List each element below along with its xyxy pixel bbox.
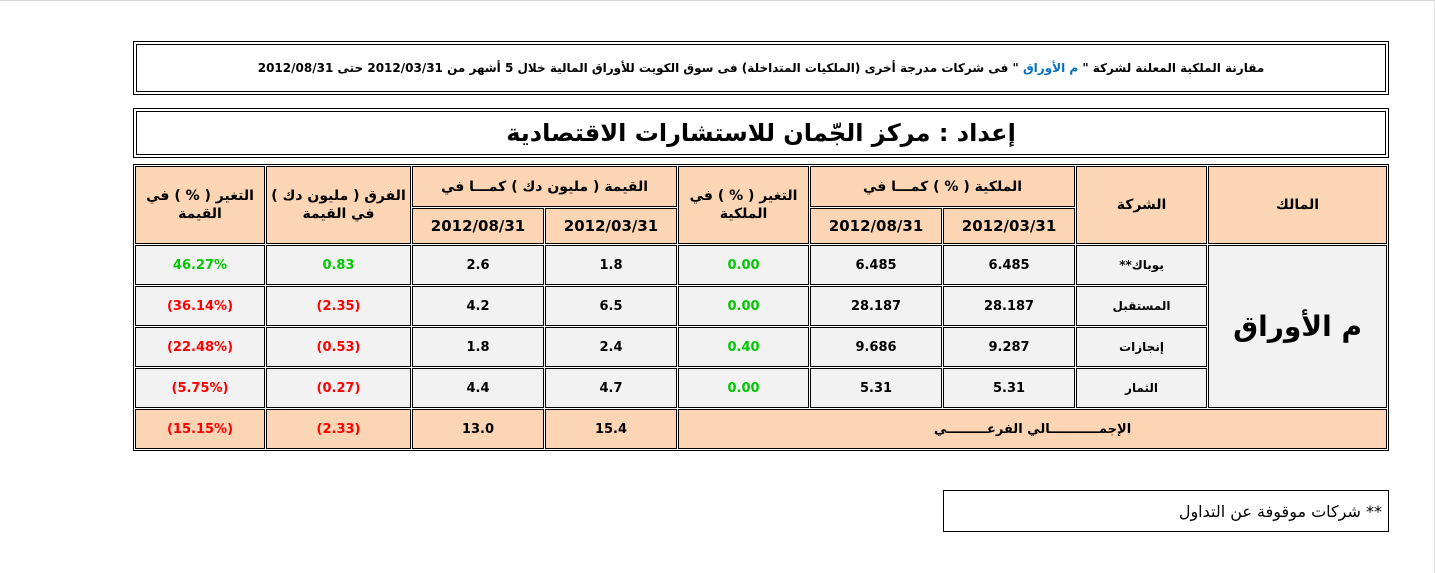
- header-ownership-change-line2: الملكية: [719, 206, 768, 222]
- cell-value-change: (36.14%): [135, 286, 265, 326]
- cell-ownership-2012-08-31: 6.485: [810, 245, 942, 285]
- cell-ownership-change: 0.00: [678, 245, 809, 285]
- header-value-difference-line1: الفرق ( مليون دك ): [271, 188, 406, 204]
- subtotal-row: [135, 409, 1387, 449]
- header-ownership-change-line1: التغير ( % ) في: [689, 188, 798, 204]
- subtotal-value-2012-03-31: 15.4: [545, 409, 677, 449]
- cell-value-2012-08-31: 4.2: [412, 286, 544, 326]
- header-value-change-line1: التغير ( % ) في: [146, 188, 254, 204]
- report-title-company: م الأوراق: [1022, 61, 1079, 75]
- cell-value-2012-03-31: 1.8: [545, 245, 677, 285]
- subtotal-label: الإجمـــــــــــالي الفرعـــــــــي: [678, 409, 1387, 449]
- cell-value-2012-08-31: 1.8: [412, 327, 544, 367]
- cell-value-difference: (2.35): [266, 286, 411, 326]
- cell-value-difference: (0.53): [266, 327, 411, 367]
- header-value-change-line2: القيمة: [178, 206, 222, 222]
- header-value-change: [135, 166, 265, 244]
- footnote-box: [943, 490, 1389, 532]
- cell-value-difference: 0.83: [266, 245, 411, 285]
- header-ownership-as-of: الملكية ( % ) كمـــا في: [810, 166, 1075, 207]
- subtotal-value-change: (15.15%): [135, 409, 265, 449]
- cell-company: المستقبل: [1076, 286, 1207, 326]
- report-title: [136, 44, 1386, 92]
- header-value-difference-line2: في القيمة: [302, 206, 375, 222]
- cell-ownership-change: 0.00: [678, 286, 809, 326]
- cell-value-change: (5.75%): [135, 368, 265, 408]
- table-row: [135, 368, 1387, 408]
- prepared-by-box: [133, 108, 1389, 158]
- report-title-suffix: " فى شركات مدرجة أخرى (الملكيات المتداخلة) فى سوق الكويت للأوراق المالية خلال 5 أشهر من 2012/03/31 حتى 2012/08/31: [257, 61, 1019, 75]
- cell-value-2012-03-31: 4.7: [545, 368, 677, 408]
- ownership-comparison-table: [133, 164, 1389, 451]
- cell-company: الثمار: [1076, 368, 1207, 408]
- cell-value-2012-03-31: 6.5: [545, 286, 677, 326]
- cell-value-2012-08-31: 2.6: [412, 245, 544, 285]
- table-row: [135, 286, 1387, 326]
- cell-value-2012-08-31: 4.4: [412, 368, 544, 408]
- cell-ownership-2012-03-31: 28.187: [943, 286, 1075, 326]
- header-ownership-date-1: 2012/03/31: [943, 208, 1075, 244]
- cell-ownership-2012-08-31: 28.187: [810, 286, 942, 326]
- cell-value-difference: (0.27): [266, 368, 411, 408]
- cell-owner: م الأوراق: [1208, 245, 1387, 408]
- cell-ownership-2012-03-31: 6.485: [943, 245, 1075, 285]
- report-title-text: [258, 61, 1265, 75]
- header-value-difference: [266, 166, 411, 244]
- report-title-box: [133, 41, 1389, 95]
- header-owner: المالك: [1208, 166, 1387, 244]
- cell-ownership-2012-08-31: 9.686: [810, 327, 942, 367]
- cell-ownership-2012-03-31: 5.31: [943, 368, 1075, 408]
- report-title-prefix: مقارنة الملكية المعلنة لشركة ": [1082, 61, 1265, 75]
- header-company: الشركة: [1076, 166, 1207, 244]
- table-row: [135, 245, 1387, 285]
- header-row: [135, 166, 1387, 207]
- header-ownership-date-2: 2012/08/31: [810, 208, 942, 244]
- subtotal-value-difference: (2.33): [266, 409, 411, 449]
- subtotal-value-2012-08-31: 13.0: [412, 409, 544, 449]
- cell-company: إنجازات: [1076, 327, 1207, 367]
- cell-ownership-change: 0.40: [678, 327, 809, 367]
- header-value-date-1: 2012/03/31: [545, 208, 677, 244]
- cell-ownership-2012-03-31: 9.287: [943, 327, 1075, 367]
- header-value-date-2: 2012/08/31: [412, 208, 544, 244]
- table-row: [135, 327, 1387, 367]
- cell-ownership-2012-08-31: 5.31: [810, 368, 942, 408]
- cell-company: يوباك**: [1076, 245, 1207, 285]
- header-ownership-change: [678, 166, 809, 244]
- footnote-text: ** شركات موقوفة عن التداول: [1178, 501, 1382, 521]
- header-value-as-of: القيمة ( مليون دك ) كمـــا في: [412, 166, 677, 207]
- cell-ownership-change: 0.00: [678, 368, 809, 408]
- prepared-by-text: إعداد : مركز الجّمان للاستشارات الاقتصادية: [136, 111, 1386, 155]
- cell-value-change: (22.48%): [135, 327, 265, 367]
- cell-value-2012-03-31: 2.4: [545, 327, 677, 367]
- cell-value-change: 46.27%: [135, 245, 265, 285]
